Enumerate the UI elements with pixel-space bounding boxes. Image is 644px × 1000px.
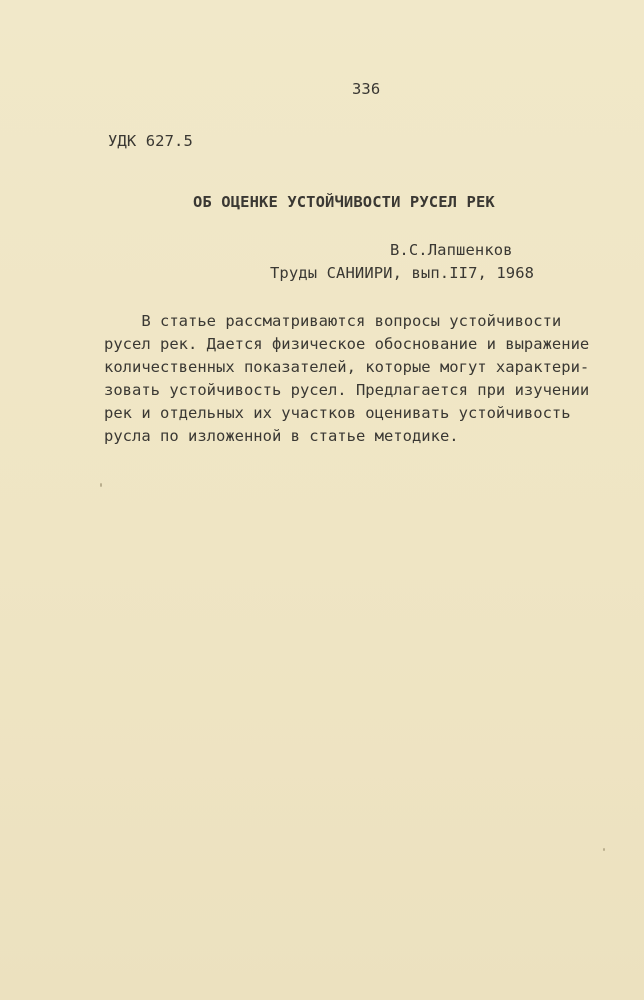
abstract-paragraph — [104, 310, 624, 448]
author-name: В.С.Лапшенков — [390, 241, 513, 259]
paper-speck — [603, 848, 605, 851]
abstract-line: русла по изложенной в статье методике. — [104, 427, 459, 445]
abstract-line: русел рек. Дается физическое обоснование и выражение — [104, 335, 590, 353]
abstract-line: рек и отдельных их участков оценивать устойчивость — [104, 404, 571, 422]
abstract-line: количественных показателей, которые могут характери- — [104, 358, 590, 376]
publication-source: Труды САНИИРИ, вып.II7, 1968 — [270, 264, 535, 282]
article-title: ОБ ОЦЕНКЕ УСТОЙЧИВОСТИ РУСЕЛ РЕК — [193, 193, 495, 211]
udk-code: УДК 627.5 — [108, 132, 193, 150]
abstract-line: зовать устойчивость русел. Предлагается при изучении — [104, 381, 590, 399]
page-number: 336 — [352, 80, 381, 98]
abstract-line: В статье рассматриваются вопросы устойчивости — [104, 312, 562, 330]
paper-speck — [100, 483, 102, 487]
